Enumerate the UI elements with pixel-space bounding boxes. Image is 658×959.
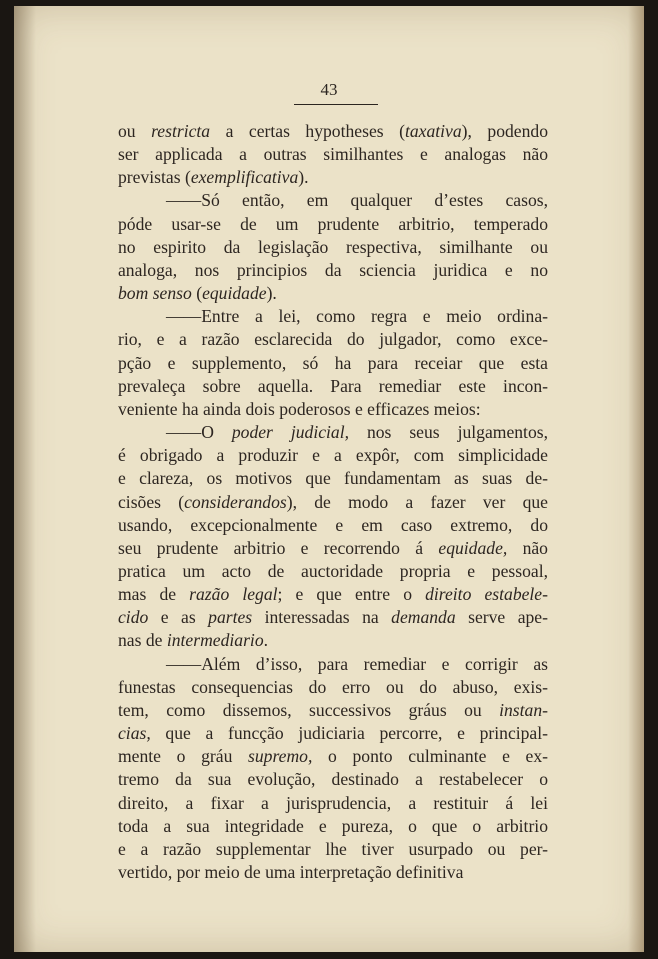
text-run: ), podendo [461,121,549,141]
text-line [118,745,548,768]
italic-term: partes [208,607,253,628]
text-run: prevaleça sobre aquella. Para remediar este incon- [118,375,548,396]
text-line [118,467,548,490]
italic-term: razão legal [189,584,278,605]
italic-term: supremo, [248,746,313,767]
text-run: póde usar-se de um prudente arbitrio, temperado [118,213,548,234]
binding-shadow [14,6,36,952]
italic-term: cias, [118,723,151,744]
italic-term: instan- [499,699,548,720]
text-line [118,421,548,444]
text-run: que a funcção judiciaria percorre, e principal- [150,723,548,744]
text-run: vertido, por meio de uma interpretação definitiva [118,862,464,882]
text-run: ( [191,283,203,304]
text-run: ), de modo a fazer ver que [286,491,548,512]
text-line [118,189,548,212]
text-line [118,213,548,236]
italic-term: equidade [202,283,267,304]
text-line [118,491,548,514]
text-run: ou [118,121,152,141]
italic-term: restricta [151,121,211,141]
italic-term: equidade, [438,537,508,558]
text-run: veniente ha ainda dois poderosos e efficazes meios: [118,398,481,419]
text-run: ——O [166,422,232,443]
text-line [118,792,548,815]
text-run: não [507,537,548,558]
text-run: a certas hypotheses ( [210,121,405,141]
text-line [118,166,548,189]
text-line [118,838,548,861]
text-run: no espirito da legislação respectiva, similhante ou [118,236,548,257]
text-line [118,560,548,583]
text-run: ; e que entre o [277,584,426,605]
text-line [118,259,548,282]
text-line [118,629,548,652]
text-line [118,236,548,259]
page-number: 43 [320,80,338,99]
text-line [118,606,548,629]
italic-term: taxativa [404,121,462,141]
text-line [118,375,548,398]
text-run: direito, a fixar a jurisprudencia, a restituir á lei [118,792,548,813]
text-line [118,722,548,745]
text-run: usando, excepcionalmente e em caso extremo, do [118,514,548,535]
italic-term: poder judicial, [231,422,349,443]
text-run: nos seus julgamentos, [349,422,548,443]
text-run: nas de [118,630,167,651]
text-run: rio, e a razão esclarecida do julgador, como exce- [118,329,548,350]
text-run: pratica um acto de auctoridade propria e pessoal, [118,560,548,581]
text-run: serve ape- [455,607,548,628]
italic-term: considerandos [184,491,287,512]
text-line [118,861,548,884]
text-run: toda a sua integridade e pureza, o que o arbitrio [118,815,548,836]
text-run: ). [298,167,309,188]
text-line [118,352,548,375]
text-run: é obrigado a produzir e a expôr, com simplicidade [118,445,548,466]
text-line [118,514,548,537]
italic-term: intermediario [166,630,264,651]
text-line [118,583,548,606]
text-run: seu prudente arbitrio e recorrendo á [118,537,439,558]
text-line [118,444,548,467]
text-line [118,676,548,699]
italic-term: exemplificativa [190,167,299,188]
text-line [118,282,548,305]
text-run: ——Além d’isso, para remediar e corrigir as [166,653,548,674]
text-run: mente o gráu [118,746,249,767]
text-run: tremo da sua evolução, destinado a restabelecer o [118,769,548,790]
text-run: o ponto culminante e ex- [312,746,548,767]
text-run: cisões ( [118,491,185,512]
text-run: e a razão supplementar lhe tiver usurpado ou per- [118,838,548,859]
text-run: previstas ( [118,167,191,188]
text-line [118,537,548,560]
text-run: funestas consequencias do erro ou do abuso, exis- [118,676,548,697]
text-line [118,699,548,722]
page-edge [628,6,644,952]
italic-term: cido [118,607,149,628]
text-line [118,398,548,421]
text-line [118,653,548,676]
italic-term: direito estabele- [425,584,548,605]
text-run: interessadas na [252,607,392,628]
text-line [118,120,548,143]
text-run: mas de [118,584,190,605]
text-run: . [263,630,269,651]
page-body-text [118,120,548,884]
text-run: e clareza, os motivos que fundamentam as suas de- [118,468,548,489]
text-run: tem, como dissemos, successivos gráus ou [118,699,500,720]
text-run: ). [266,283,277,304]
text-run: e as [148,607,209,628]
text-line [118,143,548,166]
text-run: analoga, nos principios da sciencia juridica e no [118,259,548,280]
text-run: ——Só então, em qualquer d’estes casos, [166,190,548,211]
header-rule [294,104,378,105]
text-line [118,768,548,791]
text-run: pção e supplemento, só ha para receiar que esta [118,352,548,373]
text-line [118,305,548,328]
italic-term: bom senso [118,283,192,304]
text-line [118,328,548,351]
text-run: ——Entre a lei, como regra e meio ordina- [166,306,548,327]
italic-term: demanda [391,607,456,628]
text-line [118,815,548,838]
text-run: ser applicada a outras similhantes e analogas não [118,144,548,165]
